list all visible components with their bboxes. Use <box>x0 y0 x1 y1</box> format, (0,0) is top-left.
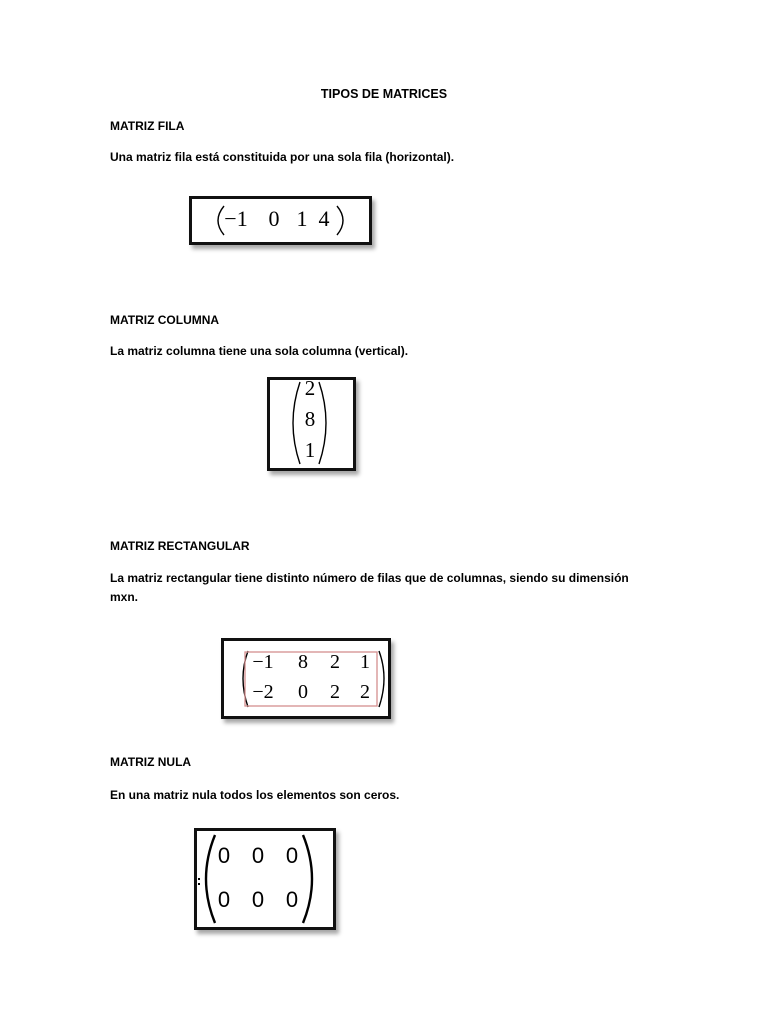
matrix-cell: 0 <box>251 843 265 868</box>
column-matrix-figure <box>267 377 356 471</box>
matrix-cell: 2 <box>330 681 340 703</box>
matrix-cell: 0 <box>285 843 299 868</box>
matrix-cell: −2 <box>252 681 274 703</box>
matrix-cell: 0 <box>268 206 280 231</box>
matrix-cell: 0 <box>217 843 231 868</box>
matrix-cell: 0 <box>285 887 299 912</box>
matrix-cell: 1 <box>360 651 370 673</box>
description-matriz-rectangular: La matriz rectangular tiene distinto número de filas que de columnas, siendo su dimensión mxn. <box>110 571 629 604</box>
description-matriz-nula: En una matriz nula todos los elementos son ceros. <box>110 788 400 802</box>
matrix-cell: 1 <box>296 206 308 231</box>
matrix-cell: 8 <box>298 651 308 673</box>
heading-matriz-columna: MATRIZ COLUMNA <box>110 313 220 327</box>
row-matrix-figure <box>189 196 372 245</box>
heading-matriz-rectangular: MATRIZ RECTANGULAR <box>110 539 250 553</box>
matrix-cell: 2 <box>330 651 340 673</box>
matrix-cell: 2 <box>304 376 316 400</box>
matrix-cell: 0 <box>217 887 231 912</box>
matrix-cell: 4 <box>318 206 330 231</box>
matrix-cell: 8 <box>304 407 316 431</box>
rectangular-matrix-figure <box>221 638 391 719</box>
page-title: TIPOS DE MATRICES <box>320 87 448 101</box>
matrix-cell: 1 <box>304 438 316 462</box>
matrix-cell: −1 <box>252 651 274 673</box>
heading-matriz-nula: MATRIZ NULA <box>110 755 192 769</box>
row-matrix-right-paren <box>337 206 343 235</box>
description-matriz-fila: Una matriz fila está constituida por una sola fila (horizontal). <box>110 150 455 164</box>
matrix-cell: −1 <box>224 206 248 231</box>
matrix-cell: 2 <box>360 681 370 703</box>
heading-matriz-fila: MATRIZ FILA <box>110 119 185 133</box>
null-matrix-figure <box>194 828 336 930</box>
description-matriz-columna: La matriz columna tiene una sola columna (vertical). <box>110 344 409 358</box>
matrix-cell: 0 <box>298 681 308 703</box>
matrix-cell: 0 <box>251 887 265 912</box>
